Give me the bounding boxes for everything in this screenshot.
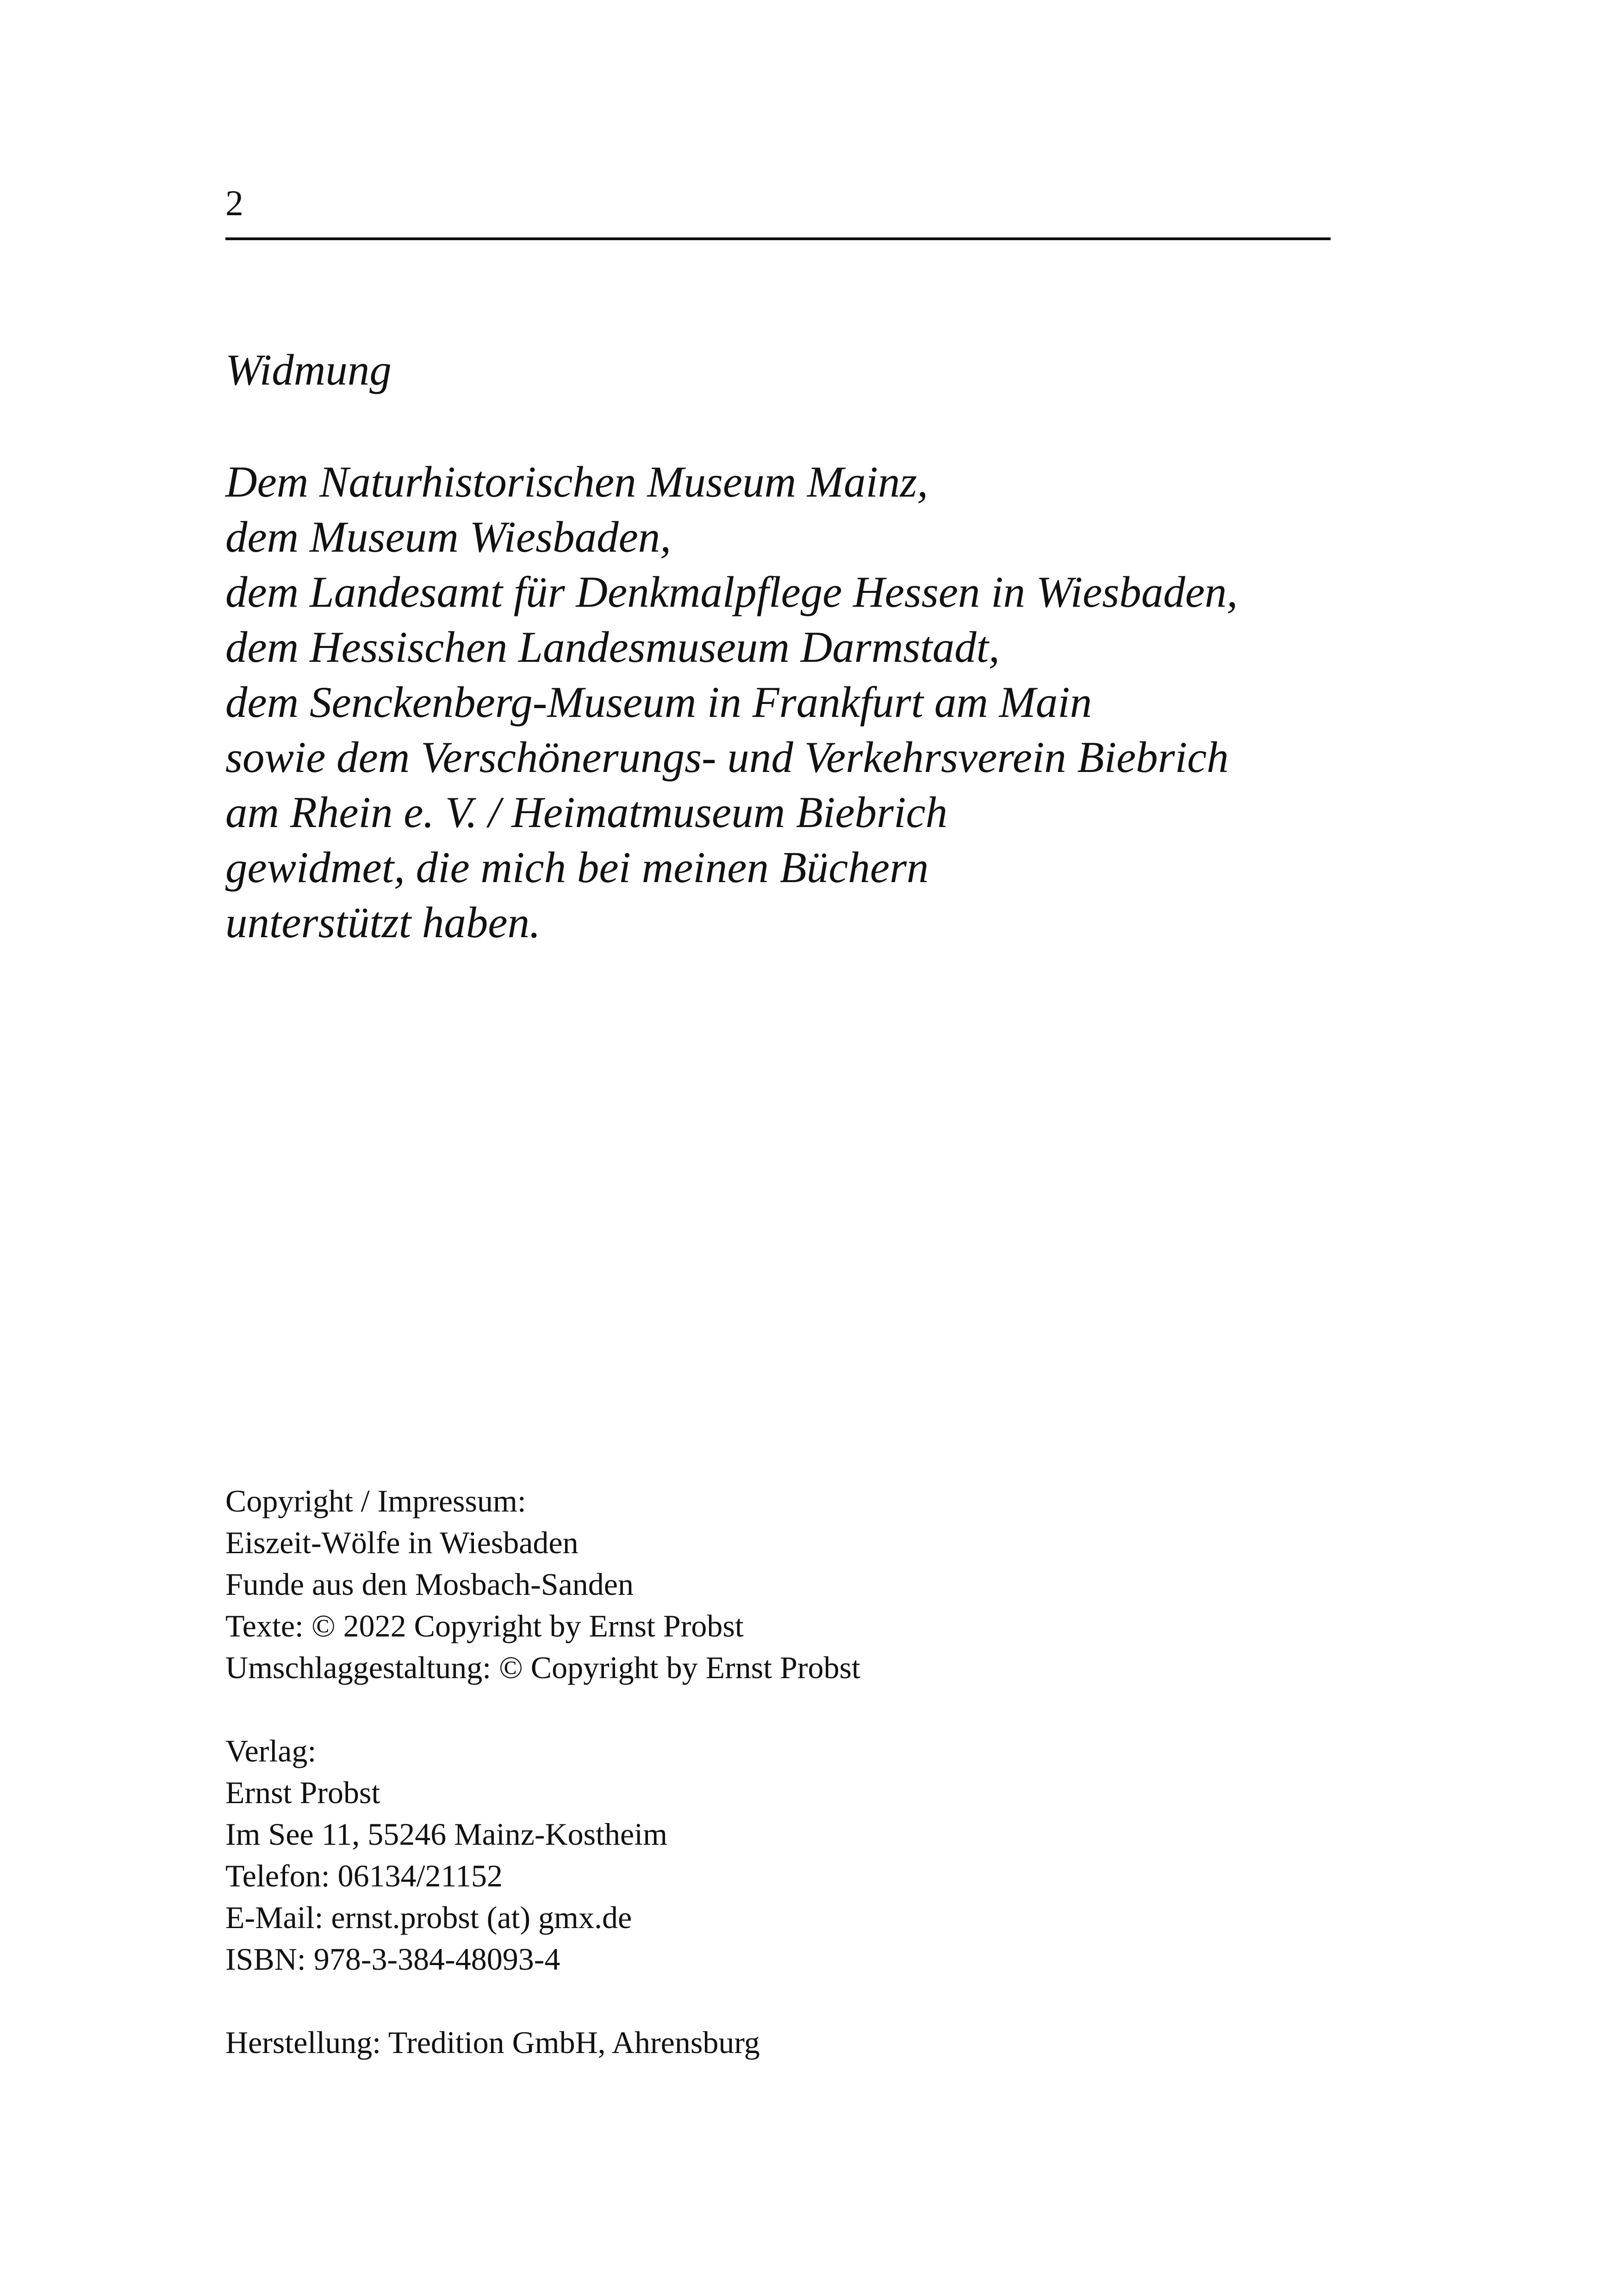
publisher-phone: Telefon: 06134/21152 xyxy=(225,1858,503,1893)
production-credit: Herstellung: Tredition GmbH, Ahrensburg xyxy=(225,2025,760,2060)
dedication-text xyxy=(225,454,1238,950)
dedication-line: Dem Naturhistorischen Museum Mainz, xyxy=(225,457,928,506)
imprint-spacer xyxy=(225,1688,860,1730)
cover-copyright: Umschlaggestaltung: © Copyright by Ernst Probst xyxy=(225,1650,860,1685)
book-title: Eiszeit-Wölfe in Wiesbaden xyxy=(225,1525,579,1560)
dedication-line: am Rhein e. V. / Heimatmuseum Biebrich xyxy=(225,788,948,837)
imprint xyxy=(225,1480,860,2063)
dedication-line: dem Landesamt für Denkmalpflege Hessen in Wiesbaden, xyxy=(225,567,1238,616)
publisher-email: E-Mail: ernst.probst (at) gmx.de xyxy=(225,1900,632,1935)
book-subtitle: Funde aus den Mosbach-Sanden xyxy=(225,1567,634,1602)
dedication-line: dem Museum Wiesbaden, xyxy=(225,512,671,561)
header-rule xyxy=(225,237,1331,240)
publisher-address: Im See 11, 55246 Mainz-Kostheim xyxy=(225,1817,667,1852)
dedication-line: unterstützt haben. xyxy=(225,898,541,947)
copyright-label: Copyright / Impressum: xyxy=(225,1483,526,1518)
dedication-line: sowie dem Verschönerungs- und Verkehrsverein Biebrich xyxy=(225,733,1229,782)
dedication-line: dem Hessischen Landesmuseum Darmstadt, xyxy=(225,622,1000,672)
dedication-line: gewidmet, die mich bei meinen Büchern xyxy=(225,843,929,892)
text-copyright: Texte: © 2022 Copyright by Ernst Probst xyxy=(225,1608,744,1643)
page-number: 2 xyxy=(225,183,243,223)
publisher-name: Ernst Probst xyxy=(225,1775,380,1810)
isbn: ISBN: 978-3-384-48093-4 xyxy=(225,1941,560,1977)
publisher-label: Verlag: xyxy=(225,1733,317,1768)
imprint-spacer xyxy=(225,1980,860,2022)
dedication-line: dem Senckenberg-Museum in Frankfurt am Main xyxy=(225,678,1092,727)
dedication-heading: Widmung xyxy=(225,345,392,394)
